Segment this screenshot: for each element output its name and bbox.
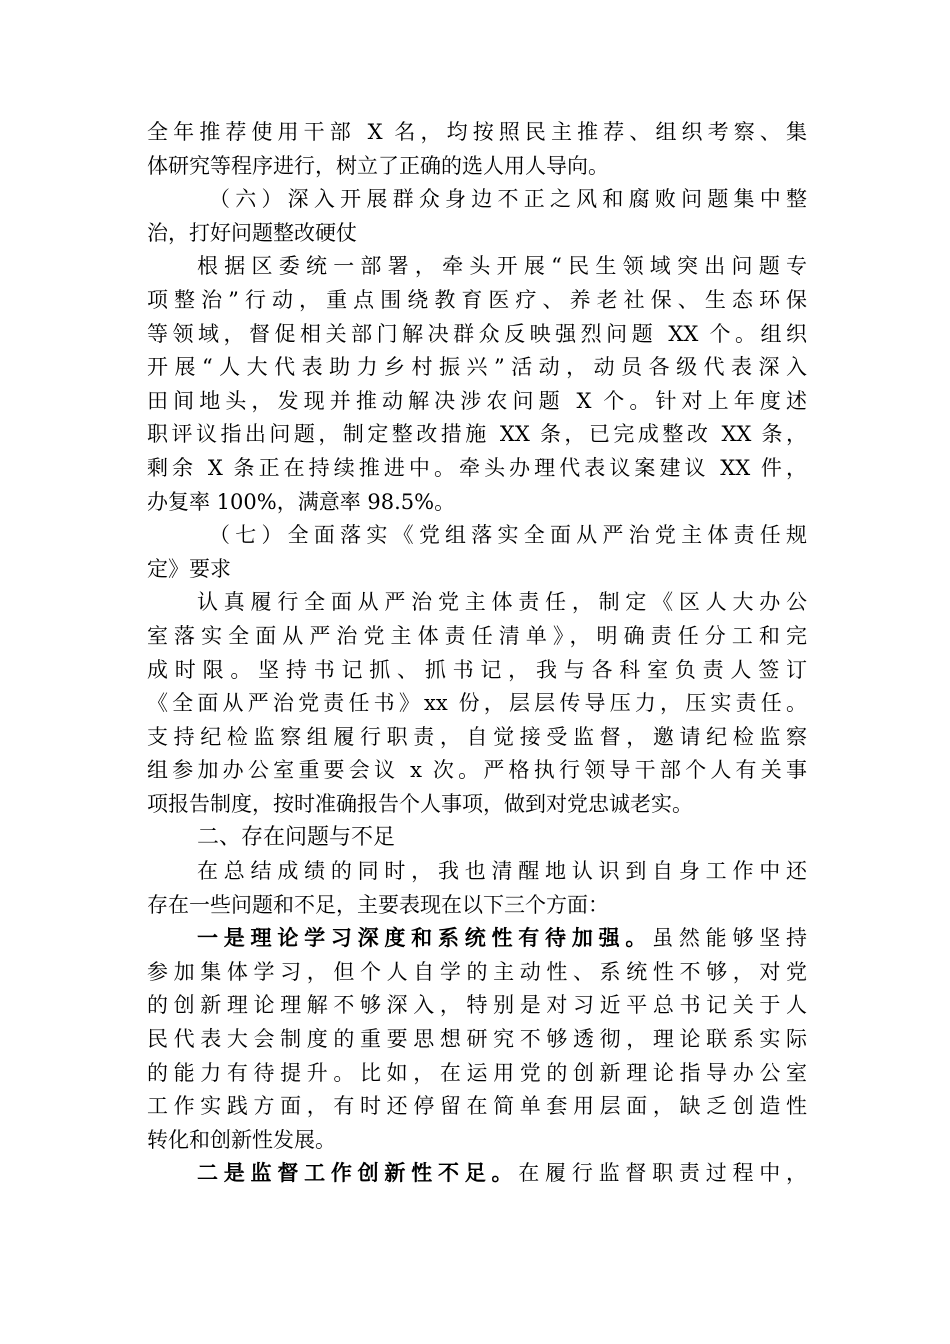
paragraph-line: 办复率 100%，满意率 98.5%。 <box>147 489 456 514</box>
paragraph-line: 田间地头，发现并推动解决涉农问题 X 个。针对上年度述 <box>147 388 807 413</box>
bold-lead-1: 一是理论学习深度和系统性有待加强。 <box>197 926 653 951</box>
paragraph-line: 剩余 X 条正在持续推进中。牵头办理代表议案建议 XX 件， <box>147 455 807 480</box>
paragraph-line-with-lead <box>147 1157 807 1191</box>
paragraph-line: 在总结成绩的同时，我也清醒地认识到自身工作中还 <box>197 859 807 884</box>
paragraph-line: 的创新理论理解不够深入，特别是对习近平总书记关于人 <box>147 993 807 1018</box>
paragraph-line: 认真履行全面从严治党主体责任，制定《区人大办公 <box>197 590 807 615</box>
paragraph-line: 工作实践方面，有时还停留在简单套用层面，缺乏创造性 <box>147 1094 807 1119</box>
paragraph-line: 全年推荐使用干部 X 名，均按照民主推荐、组织考察、集 <box>147 120 807 144</box>
paragraph-line: 支持纪检监察组履行职责，自觉接受监督，邀请纪检监察 <box>147 724 807 749</box>
paragraph-line: 室落实全面从严治党主体责任清单》，明确责任分工和完 <box>147 623 807 648</box>
paragraph-line: 成时限。坚持书记抓、抓书记，我与各科室负责人签订 <box>147 657 807 682</box>
paragraph-line: 职评议指出问题，制定整改措施 XX 条，已完成整改 XX 条， <box>147 422 807 447</box>
lead-rest: 在履行监督职责过程中， <box>518 1161 808 1186</box>
paragraph-line: 转化和创新性发展。 <box>147 1127 336 1152</box>
paragraph-line: 民代表大会制度的重要思想研究不够透彻，理论联系实际 <box>147 1027 807 1052</box>
section-heading-2: 二、存在问题与不足 <box>197 825 396 851</box>
paragraph-line: 等领域，督促相关部门解决群众反映强烈问题 XX 个。组织 <box>147 321 807 346</box>
paragraph-line-with-lead <box>147 922 807 956</box>
lead-rest: 虽然能够坚持 <box>652 926 808 951</box>
paragraph-line: 的能力有待提升。比如，在运用党的创新理论指导办公室 <box>147 1060 807 1085</box>
paragraph-line: 参加集体学习，但个人自学的主动性、系统性不够，对党 <box>147 959 807 984</box>
subsection-heading-6: （六）深入开展群众身边不正之风和腐败问题集中整 <box>209 187 807 212</box>
document-page <box>147 116 807 1191</box>
bold-lead-2: 二是监督工作创新性不足。 <box>197 1161 519 1186</box>
paragraph-line: 存在一些问题和不足，主要表现在以下三个方面： <box>147 892 609 917</box>
paragraph-line: 项整治”行动，重点围绕教育医疗、养老社保、生态环保 <box>147 287 807 312</box>
subsection-heading-7: （七）全面落实《党组落实全面从严治党主体责任规 <box>209 523 807 548</box>
paragraph-line: 体研究等程序进行，树立了正确的选人用人导向。 <box>147 153 609 178</box>
paragraph-line: 开展“人大代表助力乡村振兴”活动，动员各级代表深入 <box>147 355 807 380</box>
subsection-heading-6-cont: 治，打好问题整改硬仗 <box>147 220 357 245</box>
paragraph-line: 项报告制度，按时准确报告个人事项，做到对党忠诚老实。 <box>147 791 693 816</box>
paragraph-line: 《全面从严治党责任书》xx 份，层层传导压力，压实责任。 <box>147 691 807 716</box>
subsection-heading-7-cont: 定》要求 <box>147 556 231 581</box>
paragraph-line: 组参加办公室重要会议 x 次。严格执行领导干部个人有关事 <box>147 758 807 783</box>
paragraph-line: 根据区委统一部署，牵头开展“民生领域突出问题专 <box>197 254 807 279</box>
